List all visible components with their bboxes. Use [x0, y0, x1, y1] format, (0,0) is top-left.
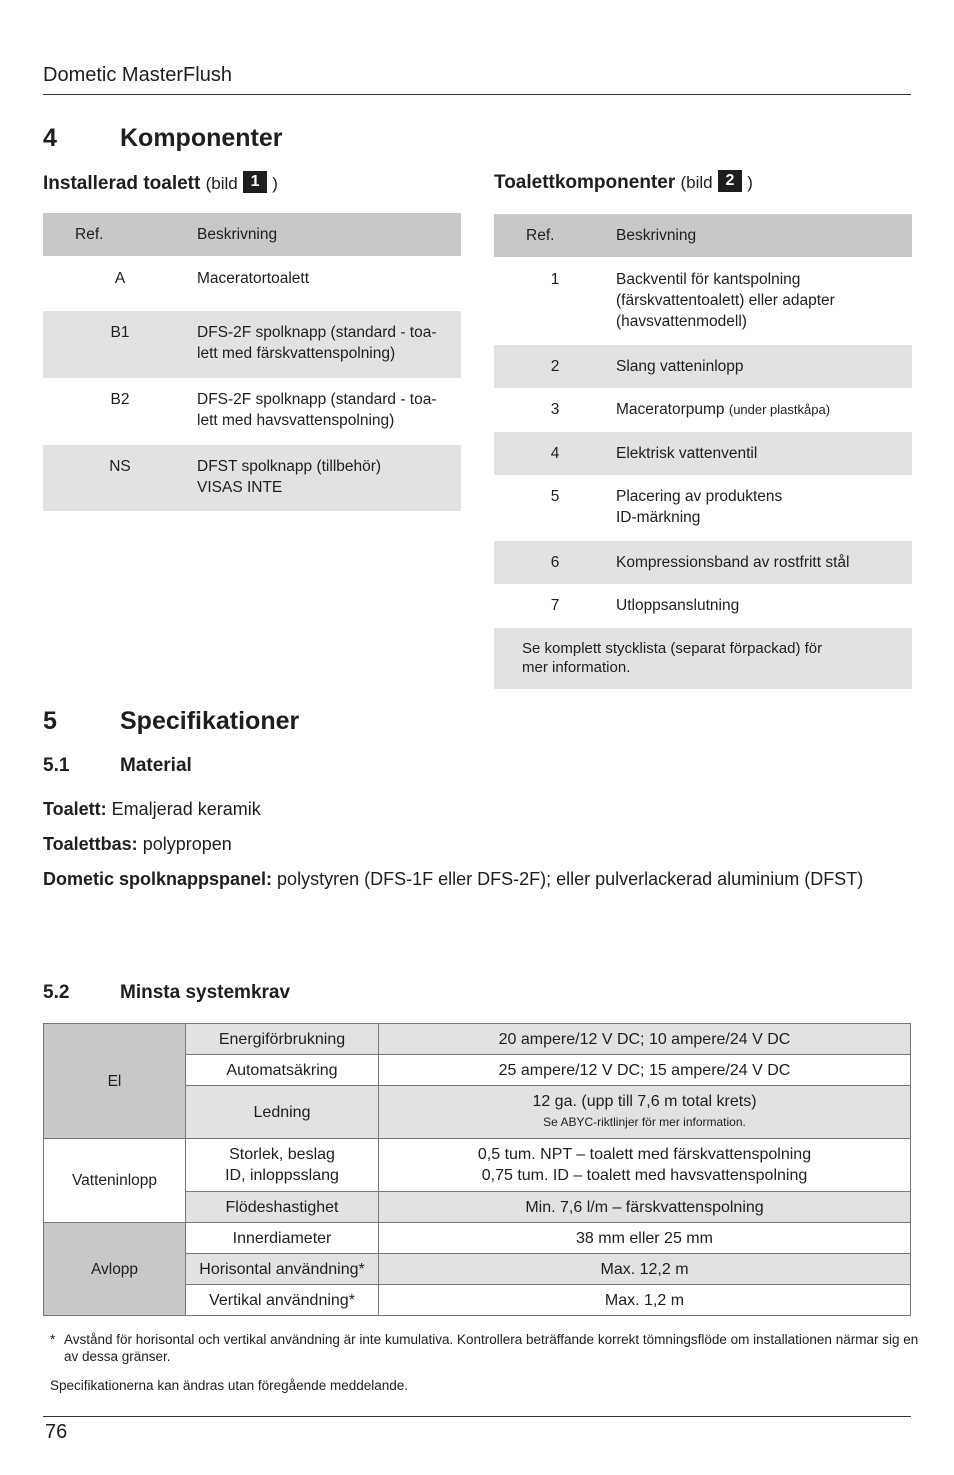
desc-text: Maceratorpump: [616, 401, 725, 418]
ref-cell: B1: [43, 311, 197, 378]
table-row: [43, 378, 461, 445]
ref-cell: A: [114, 270, 126, 287]
spec-value-main: 12 ga. (upp till 7,6 m total krets): [532, 1093, 757, 1110]
col-desc-header: Beskrivning: [616, 214, 912, 257]
section-4-heading: [43, 124, 443, 154]
ref-cell: 1: [550, 271, 560, 288]
desc-note: (under plastkåpa): [728, 402, 831, 417]
material-value: Emaljerad keramik: [106, 799, 261, 819]
ref-cell: 3: [550, 401, 560, 418]
toilet-components-table: [494, 214, 912, 689]
desc-cell: Elektrisk vattenventil: [616, 432, 912, 475]
spec-value: 0,5 tum. NPT – toalett med färskvattenspolning 0,75 tum. ID – toalett med havsvattenspolning: [379, 1139, 911, 1192]
ref-cell: 6: [494, 541, 616, 584]
spec-value: 25 ampere/12 V DC; 15 ampere/24 V DC: [379, 1055, 911, 1086]
table-row: [43, 311, 461, 378]
toilet-components-heading: [494, 170, 753, 194]
page-number: 76: [45, 1421, 68, 1443]
material-toilet: [43, 798, 911, 821]
subsection-5-2-heading: [43, 982, 443, 1006]
components-footnote: Se komplett stycklista (separat förpackad) för mer information.: [494, 628, 912, 689]
spec-disclaimer: Specifikationerna kan ändras utan föregående meddelande.: [50, 1378, 409, 1393]
subsection-number: 5.1: [43, 755, 70, 776]
spec-value: Max. 1,2 m: [379, 1285, 911, 1316]
ref-cell: 2: [494, 345, 616, 388]
desc-cell: DFST spolknapp (tillbehör) VISAS INTE: [197, 445, 461, 511]
spec-label: Innerdiameter: [186, 1223, 379, 1254]
figure-ref-suffix: ): [272, 174, 278, 193]
table-row: [494, 584, 912, 628]
figure-ref-prefix: (bild: [205, 174, 238, 193]
spec-value: Max. 12,2 m: [379, 1254, 911, 1285]
group-el: El: [44, 1024, 186, 1139]
figure-number-badge: 1: [243, 171, 267, 193]
ref-cell: B2: [110, 391, 130, 408]
material-value: polypropen: [137, 834, 232, 854]
table-row: [494, 541, 912, 584]
header-rule: [43, 94, 911, 95]
material-label: Toalett:: [43, 799, 107, 819]
desc-cell: Kompressionsband av rostfritt stål: [616, 541, 912, 584]
desc-cell: Placering av produktens ID-märkning: [616, 488, 783, 526]
ref-cell: 5: [550, 488, 560, 505]
spec-footnote: [50, 1331, 924, 1365]
spec-label: Ledning: [186, 1086, 379, 1139]
material-flush-panel: [43, 868, 911, 891]
spec-value: 20 ampere/12 V DC; 10 ampere/24 V DC: [379, 1024, 911, 1055]
table-row: [494, 345, 912, 388]
footnote-text: Avstånd för horisontal och vertikal användning är inte kumulativa. Kontrollera beträffande korrekt tömningsflöde om installationen närmar sig en av dessa gränser.: [64, 1332, 919, 1364]
figure-ref-prefix: (bild: [680, 173, 713, 192]
desc-cell: Utloppsanslutning: [616, 597, 740, 614]
spec-label: Storlek, beslag ID, inloppsslang: [186, 1139, 379, 1192]
section-title: Komponenter: [120, 124, 283, 152]
table-row: [44, 1024, 911, 1055]
group-water-inlet: Vatteninlopp: [44, 1139, 186, 1223]
spec-label: Vertikal användning*: [186, 1285, 379, 1316]
material-label: Dometic spolknappspanel:: [43, 869, 273, 889]
table-row: [44, 1223, 911, 1254]
table-row: [43, 445, 461, 511]
spec-value: 38 mm eller 25 mm: [379, 1223, 911, 1254]
toilet-components-title: Toalettkomponenter: [494, 172, 676, 193]
figure-ref-suffix: ): [747, 173, 753, 192]
ref-cell: NS: [43, 445, 197, 511]
table-row: [494, 475, 912, 541]
col-ref-header: Ref.: [43, 213, 197, 256]
spec-label: Flödeshastighet: [186, 1192, 379, 1223]
subsection-number: 5.2: [43, 982, 70, 1003]
spec-label: Energiförbrukning: [186, 1024, 379, 1055]
desc-cell: Maceratortoalett: [197, 270, 309, 287]
ref-cell: 7: [550, 597, 560, 614]
table-row: [494, 257, 912, 345]
table-row: [43, 256, 461, 311]
installed-toilet-heading: [43, 171, 278, 195]
footnote-star: *: [50, 1332, 56, 1347]
system-requirements-table: [43, 1023, 911, 1316]
table-header-row: [43, 213, 461, 256]
material-value: polystyren (DFS-1F eller DFS-2F); eller pulverlackerad aluminium (DFST): [272, 869, 864, 889]
table-row: [494, 432, 912, 475]
material-label: Toalettbas:: [43, 834, 138, 854]
spec-value: [379, 1086, 911, 1139]
desc-cell: DFS-2F spolknapp (standard - toa- lett med färskvattenspolning): [197, 311, 461, 378]
material-toilet-base: [43, 833, 911, 856]
section-5-heading: [43, 707, 443, 737]
section-title: Specifikationer: [120, 707, 300, 735]
installed-toilet-table: [43, 213, 461, 511]
subsection-title: Minsta systemkrav: [120, 982, 291, 1003]
section-number: 5: [43, 707, 57, 735]
table-row: [44, 1139, 911, 1192]
installed-toilet-title: Installerad toalett: [43, 173, 201, 194]
ref-cell: 4: [494, 432, 616, 475]
desc-cell: Backventil för kantspolning (färskvattentoalett) eller adapter (havsvattenmodell): [616, 271, 835, 330]
spec-value-note: Se ABYC-riktlinjer för mer information.: [543, 1115, 746, 1129]
figure-number-badge: 2: [718, 170, 742, 192]
desc-cell: [616, 388, 912, 432]
col-ref-header: Ref.: [494, 214, 616, 257]
spec-label: Horisontal användning*: [186, 1254, 379, 1285]
desc-cell: DFS-2F spolknapp (standard - toa- lett med havsvattenspolning): [197, 391, 437, 429]
table-row: [494, 628, 912, 689]
table-header-row: [494, 214, 912, 257]
spec-value: Min. 7,6 l/m – färskvattenspolning: [379, 1192, 911, 1223]
running-header: Dometic MasterFlush: [43, 64, 232, 86]
spec-label: Automatsäkring: [186, 1055, 379, 1086]
desc-cell: Slang vatteninlopp: [616, 345, 912, 388]
section-number: 4: [43, 124, 57, 152]
subsection-title: Material: [120, 755, 192, 776]
col-desc-header: Beskrivning: [197, 213, 461, 256]
table-row: [494, 388, 912, 432]
footer-rule: [43, 1416, 911, 1417]
subsection-5-1-heading: [43, 755, 443, 779]
group-drain: Avlopp: [44, 1223, 186, 1316]
